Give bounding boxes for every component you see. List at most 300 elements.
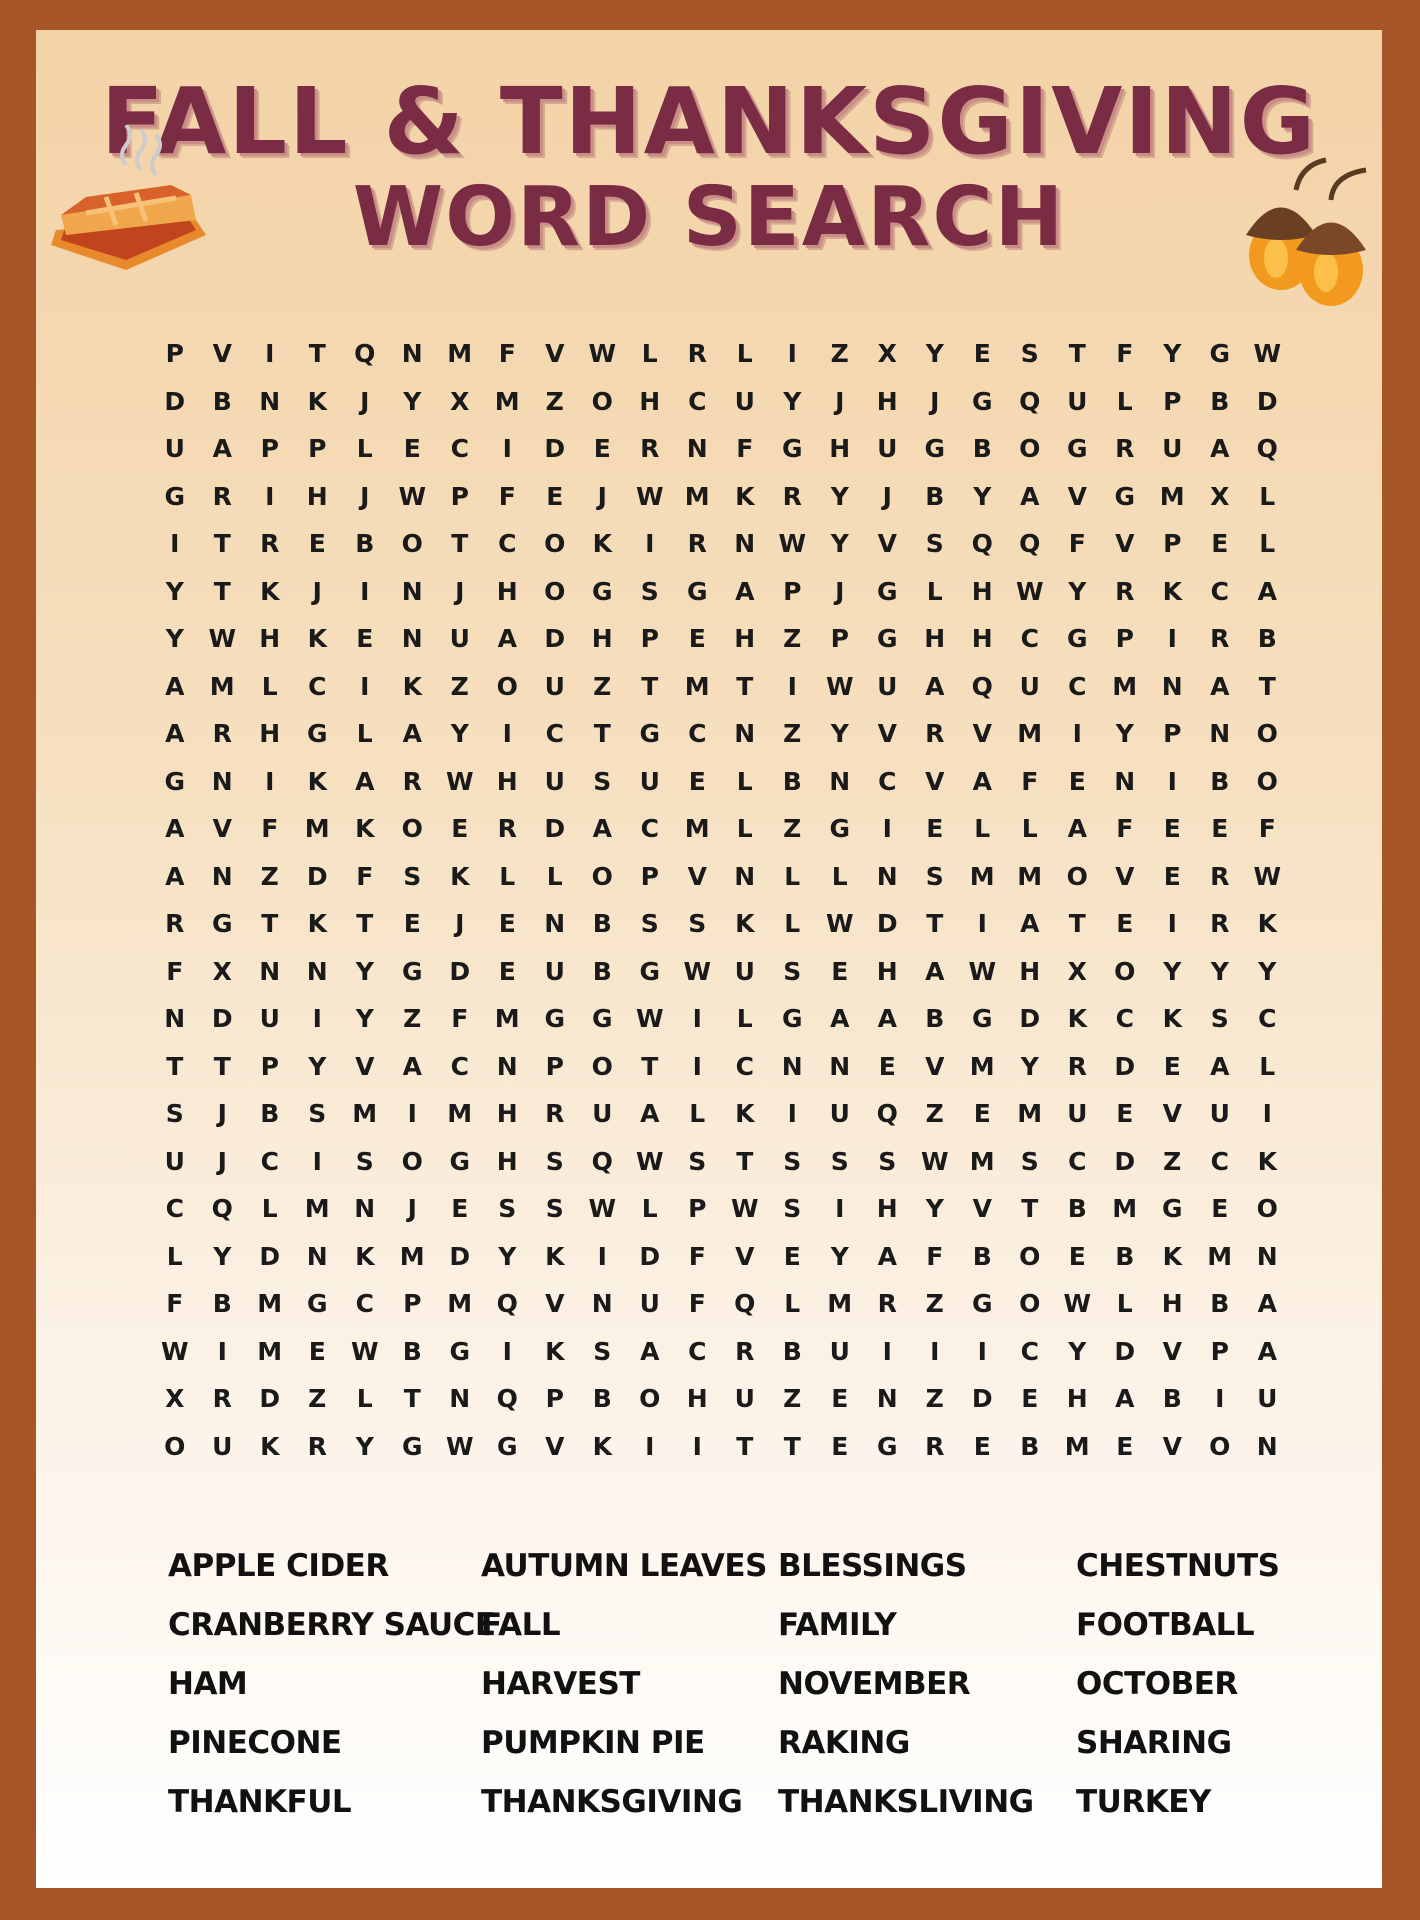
grid-cell[interactable]: U	[829, 1336, 850, 1366]
grid-cell[interactable]: S	[925, 861, 944, 891]
grid-cell[interactable]: A	[1257, 1336, 1277, 1366]
grid-cell[interactable]: G	[876, 576, 898, 606]
grid-cell[interactable]: N	[734, 719, 756, 749]
grid-cell[interactable]: Z	[403, 1004, 422, 1034]
grid-cell[interactable]: I	[360, 671, 370, 701]
grid-cell[interactable]: K	[1162, 576, 1182, 606]
grid-cell[interactable]: I	[1262, 1099, 1272, 1129]
grid-cell[interactable]: N	[829, 766, 851, 796]
grid-cell[interactable]: E	[1068, 1241, 1086, 1271]
grid-cell[interactable]: G	[306, 719, 328, 749]
grid-cell[interactable]: V	[545, 1289, 565, 1319]
grid-cell[interactable]: P	[1210, 1336, 1229, 1366]
grid-cell[interactable]: P	[165, 339, 184, 369]
grid-cell[interactable]: S	[545, 1194, 564, 1224]
grid-cell[interactable]: P	[403, 1289, 422, 1319]
grid-cell[interactable]: C	[1068, 1146, 1087, 1176]
grid-cell[interactable]: R	[1067, 1051, 1087, 1081]
grid-cell[interactable]: F	[261, 814, 279, 844]
grid-cell[interactable]: Y	[355, 956, 374, 986]
grid-cell[interactable]: W	[825, 671, 854, 701]
grid-cell[interactable]: Q	[1019, 386, 1041, 416]
grid-cell[interactable]: J	[407, 1194, 417, 1224]
grid-cell[interactable]: R	[925, 719, 945, 749]
grid-cell[interactable]: Y	[830, 1241, 849, 1271]
grid-cell[interactable]: T	[213, 529, 231, 559]
grid-cell[interactable]: R	[1115, 434, 1135, 464]
grid-cell[interactable]: T	[1068, 909, 1086, 939]
grid-cell[interactable]: A	[212, 434, 232, 464]
grid-cell[interactable]: V	[877, 529, 897, 559]
grid-cell[interactable]: N	[544, 909, 566, 939]
grid-cell[interactable]: I	[502, 1336, 512, 1366]
grid-cell[interactable]: W	[1253, 861, 1282, 891]
grid-cell[interactable]: B	[402, 1336, 422, 1366]
grid-cell[interactable]: W	[825, 909, 854, 939]
grid-cell[interactable]: Z	[260, 861, 279, 891]
grid-cell[interactable]: U	[449, 624, 470, 654]
grid-cell[interactable]: W	[635, 1146, 664, 1176]
grid-cell[interactable]: Z	[1163, 1146, 1182, 1176]
grid-cell[interactable]: G	[924, 434, 946, 464]
grid-cell[interactable]: N	[164, 1004, 186, 1034]
grid-cell[interactable]: K	[735, 481, 755, 511]
grid-cell[interactable]: E	[1116, 1099, 1134, 1129]
grid-cell[interactable]: G	[971, 1289, 993, 1319]
grid-cell[interactable]: L	[1259, 529, 1276, 559]
grid-cell[interactable]: V	[1162, 1336, 1182, 1366]
grid-cell[interactable]: P	[1163, 719, 1182, 749]
grid-cell[interactable]: E	[1068, 766, 1086, 796]
grid-cell[interactable]: Y	[1020, 1051, 1039, 1081]
grid-cell[interactable]: A	[640, 1336, 660, 1366]
grid-cell[interactable]: O	[591, 386, 613, 416]
grid-cell[interactable]: Z	[308, 1384, 327, 1414]
grid-cell[interactable]: O	[1019, 1241, 1041, 1271]
grid-cell[interactable]: B	[1162, 1384, 1182, 1414]
grid-cell[interactable]: L	[356, 719, 373, 749]
grid-cell[interactable]: L	[356, 434, 373, 464]
grid-cell[interactable]: T	[166, 1051, 184, 1081]
grid-cell[interactable]: M	[447, 339, 473, 369]
grid-cell[interactable]: S	[688, 1146, 707, 1176]
grid-cell[interactable]: X	[212, 956, 232, 986]
grid-cell[interactable]: Q	[211, 1194, 233, 1224]
grid-cell[interactable]: H	[591, 624, 613, 654]
grid-cell[interactable]: W	[208, 624, 237, 654]
grid-cell[interactable]: O	[164, 1431, 186, 1461]
grid-cell[interactable]: T	[926, 909, 944, 939]
grid-cell[interactable]: W	[588, 339, 617, 369]
grid-cell[interactable]: Q	[971, 529, 993, 559]
grid-cell[interactable]: N	[211, 861, 233, 891]
grid-cell[interactable]: E	[451, 814, 469, 844]
grid-cell[interactable]: B	[592, 1384, 612, 1414]
grid-cell[interactable]: K	[592, 1431, 612, 1461]
grid-cell[interactable]: N	[591, 1289, 613, 1319]
grid-cell[interactable]: V	[687, 861, 707, 891]
grid-cell[interactable]: S	[783, 1194, 802, 1224]
grid-cell[interactable]: B	[1210, 766, 1230, 796]
grid-cell[interactable]: Q	[591, 1146, 613, 1176]
grid-cell[interactable]: L	[1116, 386, 1133, 416]
grid-cell[interactable]: V	[877, 719, 897, 749]
grid-cell[interactable]: V	[545, 1431, 565, 1461]
grid-cell[interactable]: Y	[1068, 576, 1087, 606]
grid-cell[interactable]: S	[355, 1146, 374, 1176]
grid-cell[interactable]: D	[1256, 386, 1278, 416]
grid-cell[interactable]: I	[407, 1099, 417, 1129]
grid-cell[interactable]: K	[260, 576, 280, 606]
grid-cell[interactable]: R	[402, 766, 422, 796]
grid-cell[interactable]: M	[684, 481, 710, 511]
grid-cell[interactable]: K	[1257, 909, 1277, 939]
grid-cell[interactable]: C	[1258, 1004, 1277, 1034]
grid-cell[interactable]: A	[735, 576, 755, 606]
grid-cell[interactable]: N	[259, 956, 281, 986]
grid-cell[interactable]: Y	[165, 624, 184, 654]
grid-cell[interactable]: P	[1163, 529, 1182, 559]
grid-cell[interactable]: X	[450, 386, 470, 416]
grid-cell[interactable]: Y	[830, 529, 849, 559]
grid-cell[interactable]: H	[876, 956, 898, 986]
grid-cell[interactable]: P	[450, 481, 469, 511]
grid-cell[interactable]: Q	[734, 1289, 756, 1319]
grid-cell[interactable]: F	[1258, 814, 1276, 844]
grid-cell[interactable]: U	[829, 1099, 850, 1129]
grid-cell[interactable]: R	[212, 719, 232, 749]
grid-cell[interactable]: C	[688, 719, 707, 749]
grid-cell[interactable]: E	[783, 1241, 801, 1271]
grid-cell[interactable]: R	[735, 1336, 755, 1366]
grid-cell[interactable]: W	[445, 766, 474, 796]
grid-cell[interactable]: G	[971, 386, 993, 416]
grid-cell[interactable]: Y	[498, 1241, 517, 1271]
grid-cell[interactable]: L	[736, 814, 753, 844]
grid-cell[interactable]: Y	[308, 1051, 327, 1081]
grid-cell[interactable]: Y	[973, 481, 992, 511]
grid-cell[interactable]: I	[265, 481, 275, 511]
grid-cell[interactable]: A	[1257, 576, 1277, 606]
grid-cell[interactable]: N	[734, 861, 756, 891]
grid-cell[interactable]: T	[1258, 671, 1276, 701]
grid-cell[interactable]: U	[1209, 1099, 1230, 1129]
grid-cell[interactable]: N	[401, 624, 423, 654]
grid-cell[interactable]: U	[164, 1146, 185, 1176]
grid-cell[interactable]: M	[969, 861, 995, 891]
grid-cell[interactable]: O	[401, 529, 423, 559]
grid-cell[interactable]: K	[307, 386, 327, 416]
grid-cell[interactable]: I	[645, 1431, 655, 1461]
grid-cell[interactable]: L	[831, 861, 848, 891]
grid-cell[interactable]: K	[1067, 1004, 1087, 1034]
grid-cell[interactable]: O	[1256, 719, 1278, 749]
grid-cell[interactable]: N	[306, 1241, 328, 1271]
grid-cell[interactable]: A	[925, 671, 945, 701]
grid-cell[interactable]: R	[497, 814, 517, 844]
grid-cell[interactable]: J	[217, 1099, 227, 1129]
grid-cell[interactable]: C	[498, 529, 517, 559]
grid-cell[interactable]: I	[882, 1336, 892, 1366]
grid-cell[interactable]: H	[1066, 1384, 1088, 1414]
grid-cell[interactable]: S	[1020, 339, 1039, 369]
grid-cell[interactable]: E	[831, 1384, 849, 1414]
grid-cell[interactable]: V	[1162, 1099, 1182, 1129]
grid-cell[interactable]: C	[260, 1146, 279, 1176]
grid-cell[interactable]: D	[876, 909, 898, 939]
grid-cell[interactable]: L	[1116, 1289, 1133, 1319]
grid-cell[interactable]: P	[640, 624, 659, 654]
grid-cell[interactable]: W	[588, 1194, 617, 1224]
grid-cell[interactable]: L	[261, 1194, 278, 1224]
grid-cell[interactable]: Q	[1256, 434, 1278, 464]
grid-cell[interactable]: M	[1207, 1241, 1233, 1271]
grid-cell[interactable]: K	[402, 671, 422, 701]
grid-cell[interactable]: Y	[925, 1194, 944, 1224]
grid-cell[interactable]: E	[688, 624, 706, 654]
grid-cell[interactable]: G	[639, 719, 661, 749]
grid-cell[interactable]: Y	[1210, 956, 1229, 986]
grid-cell[interactable]: U	[544, 766, 565, 796]
grid-cell[interactable]: G	[449, 1146, 471, 1176]
grid-cell[interactable]: R	[212, 481, 232, 511]
grid-cell[interactable]: E	[688, 766, 706, 796]
grid-cell[interactable]: W	[445, 1431, 474, 1461]
grid-cell[interactable]: N	[1209, 719, 1231, 749]
grid-cell[interactable]: K	[355, 814, 375, 844]
grid-cell[interactable]: D	[164, 386, 186, 416]
grid-cell[interactable]: U	[544, 956, 565, 986]
grid-cell[interactable]: E	[498, 909, 516, 939]
grid-cell[interactable]: T	[641, 1051, 659, 1081]
grid-cell[interactable]: I	[1167, 766, 1177, 796]
grid-cell[interactable]: S	[878, 1146, 897, 1176]
grid-cell[interactable]: O	[591, 861, 613, 891]
grid-cell[interactable]: G	[1066, 624, 1088, 654]
grid-cell[interactable]: R	[877, 1289, 897, 1319]
grid-cell[interactable]: G	[401, 956, 423, 986]
grid-cell[interactable]: Y	[830, 719, 849, 749]
grid-cell[interactable]: M	[1064, 1431, 1090, 1461]
grid-cell[interactable]: J	[360, 481, 370, 511]
grid-cell[interactable]: H	[496, 766, 518, 796]
grid-cell[interactable]: H	[259, 624, 281, 654]
grid-cell[interactable]: G	[591, 576, 613, 606]
grid-cell[interactable]: N	[401, 576, 423, 606]
grid-cell[interactable]: G	[639, 956, 661, 986]
grid-cell[interactable]: M	[1112, 671, 1138, 701]
grid-cell[interactable]: I	[265, 339, 275, 369]
grid-cell[interactable]: M	[304, 814, 330, 844]
grid-cell[interactable]: T	[783, 1431, 801, 1461]
grid-cell[interactable]: S	[593, 1336, 612, 1366]
grid-cell[interactable]: Q	[971, 671, 993, 701]
grid-cell[interactable]: B	[972, 434, 992, 464]
grid-cell[interactable]: U	[259, 1004, 280, 1034]
grid-cell[interactable]: D	[306, 861, 328, 891]
grid-cell[interactable]: I	[502, 434, 512, 464]
grid-cell[interactable]: G	[544, 1004, 566, 1034]
grid-cell[interactable]: D	[544, 814, 566, 844]
grid-cell[interactable]: T	[736, 1431, 754, 1461]
grid-cell[interactable]: M	[494, 1004, 520, 1034]
grid-cell[interactable]: T	[641, 671, 659, 701]
grid-cell[interactable]: Y	[830, 481, 849, 511]
grid-cell[interactable]: G	[164, 766, 186, 796]
grid-cell[interactable]: H	[829, 434, 851, 464]
grid-cell[interactable]: G	[876, 1431, 898, 1461]
grid-cell[interactable]: K	[1257, 1146, 1277, 1176]
grid-cell[interactable]: J	[882, 481, 892, 511]
grid-cell[interactable]: Z	[783, 719, 802, 749]
grid-cell[interactable]: A	[1257, 1289, 1277, 1319]
grid-cell[interactable]: P	[1115, 624, 1134, 654]
grid-cell[interactable]: E	[878, 1051, 896, 1081]
grid-cell[interactable]: L	[784, 1289, 801, 1319]
grid-cell[interactable]: V	[212, 339, 232, 369]
grid-cell[interactable]: N	[401, 339, 423, 369]
grid-cell[interactable]: J	[835, 386, 845, 416]
grid-cell[interactable]: M	[399, 1241, 425, 1271]
grid-cell[interactable]: I	[1215, 1384, 1225, 1414]
grid-cell[interactable]: C	[640, 814, 659, 844]
grid-cell[interactable]: L	[546, 861, 563, 891]
grid-cell[interactable]: A	[165, 719, 185, 749]
grid-cell[interactable]: S	[688, 909, 707, 939]
grid-cell[interactable]: H	[686, 1384, 708, 1414]
grid-cell[interactable]: S	[308, 1099, 327, 1129]
grid-cell[interactable]: M	[304, 1194, 330, 1224]
grid-cell[interactable]: U	[1162, 434, 1183, 464]
grid-cell[interactable]: D	[639, 1241, 661, 1271]
grid-cell[interactable]: C	[308, 671, 327, 701]
grid-cell[interactable]: I	[692, 1051, 702, 1081]
grid-cell[interactable]: F	[1021, 766, 1039, 796]
grid-cell[interactable]: Q	[1019, 529, 1041, 559]
grid-cell[interactable]: I	[787, 671, 797, 701]
grid-cell[interactable]: L	[926, 576, 943, 606]
grid-cell[interactable]: A	[640, 1099, 660, 1129]
grid-cell[interactable]: Y	[403, 386, 422, 416]
grid-cell[interactable]: H	[306, 481, 328, 511]
grid-cell[interactable]: O	[1019, 434, 1041, 464]
grid-cell[interactable]: I	[692, 1431, 702, 1461]
grid-cell[interactable]: D	[259, 1384, 281, 1414]
grid-cell[interactable]: E	[546, 481, 564, 511]
grid-cell[interactable]: M	[969, 1051, 995, 1081]
grid-cell[interactable]: P	[545, 1384, 564, 1414]
grid-cell[interactable]: L	[736, 1004, 753, 1034]
grid-cell[interactable]: C	[735, 1051, 754, 1081]
grid-cell[interactable]: M	[1159, 481, 1185, 511]
grid-cell[interactable]: O	[401, 1146, 423, 1176]
grid-cell[interactable]: J	[312, 576, 322, 606]
grid-cell[interactable]: C	[450, 434, 469, 464]
grid-cell[interactable]: U	[164, 434, 185, 464]
grid-cell[interactable]: Q	[496, 1384, 518, 1414]
grid-cell[interactable]: I	[645, 529, 655, 559]
grid-cell[interactable]: Y	[1068, 1336, 1087, 1366]
grid-cell[interactable]: L	[736, 339, 753, 369]
grid-cell[interactable]: G	[1161, 1194, 1183, 1224]
grid-cell[interactable]: D	[259, 1241, 281, 1271]
grid-cell[interactable]: C	[1068, 671, 1087, 701]
grid-cell[interactable]: M	[209, 671, 235, 701]
grid-cell[interactable]: Q	[354, 339, 376, 369]
grid-cell[interactable]: B	[925, 481, 945, 511]
grid-cell[interactable]: Y	[450, 719, 469, 749]
grid-cell[interactable]: A	[165, 814, 185, 844]
grid-cell[interactable]: D	[1114, 1146, 1136, 1176]
grid-cell[interactable]: M	[1017, 861, 1043, 891]
grid-cell[interactable]: B	[212, 386, 232, 416]
grid-cell[interactable]: Y	[213, 1241, 232, 1271]
grid-cell[interactable]: I	[692, 1004, 702, 1034]
grid-cell[interactable]: M	[1017, 1099, 1043, 1129]
grid-cell[interactable]: O	[401, 814, 423, 844]
grid-cell[interactable]: F	[498, 339, 516, 369]
grid-cell[interactable]: G	[686, 576, 708, 606]
grid-cell[interactable]: L	[736, 766, 753, 796]
grid-cell[interactable]: D	[1114, 1336, 1136, 1366]
grid-cell[interactable]: Y	[1115, 719, 1134, 749]
grid-cell[interactable]: G	[591, 1004, 613, 1034]
grid-cell[interactable]: E	[1116, 1431, 1134, 1461]
grid-cell[interactable]: G	[1066, 434, 1088, 464]
grid-cell[interactable]: J	[597, 481, 607, 511]
grid-cell[interactable]: Y	[355, 1431, 374, 1461]
grid-cell[interactable]: C	[450, 1051, 469, 1081]
grid-cell[interactable]: E	[973, 339, 991, 369]
grid-cell[interactable]: T	[261, 909, 279, 939]
grid-cell[interactable]: C	[165, 1194, 184, 1224]
grid-cell[interactable]: Q	[496, 1289, 518, 1319]
grid-cell[interactable]: S	[1210, 1004, 1229, 1034]
grid-cell[interactable]: W	[160, 1336, 189, 1366]
grid-cell[interactable]: A	[1020, 481, 1040, 511]
grid-cell[interactable]: H	[1019, 956, 1041, 986]
grid-cell[interactable]: M	[494, 386, 520, 416]
grid-cell[interactable]: S	[640, 909, 659, 939]
grid-cell[interactable]: E	[831, 956, 849, 986]
grid-cell[interactable]: M	[684, 814, 710, 844]
grid-cell[interactable]: P	[688, 1194, 707, 1224]
grid-cell[interactable]: T	[308, 339, 326, 369]
grid-cell[interactable]: M	[1112, 1194, 1138, 1224]
grid-cell[interactable]: U	[1067, 386, 1088, 416]
grid-cell[interactable]: U	[734, 386, 755, 416]
grid-cell[interactable]: H	[496, 576, 518, 606]
grid-cell[interactable]: A	[1115, 1384, 1135, 1414]
grid-cell[interactable]: Z	[450, 671, 469, 701]
grid-cell[interactable]: N	[354, 1194, 376, 1224]
grid-cell[interactable]: A	[355, 766, 375, 796]
grid-cell[interactable]: E	[973, 1099, 991, 1129]
grid-cell[interactable]: Q	[876, 1099, 898, 1129]
grid-cell[interactable]: P	[260, 1051, 279, 1081]
grid-cell[interactable]: D	[211, 1004, 233, 1034]
grid-cell[interactable]: R	[260, 529, 280, 559]
grid-cell[interactable]: F	[166, 1289, 184, 1319]
grid-cell[interactable]: D	[544, 624, 566, 654]
grid-cell[interactable]: E	[1163, 1051, 1181, 1081]
grid-cell[interactable]: R	[687, 339, 707, 369]
grid-cell[interactable]: A	[402, 719, 422, 749]
grid-cell[interactable]: U	[1019, 671, 1040, 701]
grid-cell[interactable]: H	[1161, 1289, 1183, 1319]
grid-cell[interactable]: E	[973, 1431, 991, 1461]
grid-cell[interactable]: V	[545, 339, 565, 369]
